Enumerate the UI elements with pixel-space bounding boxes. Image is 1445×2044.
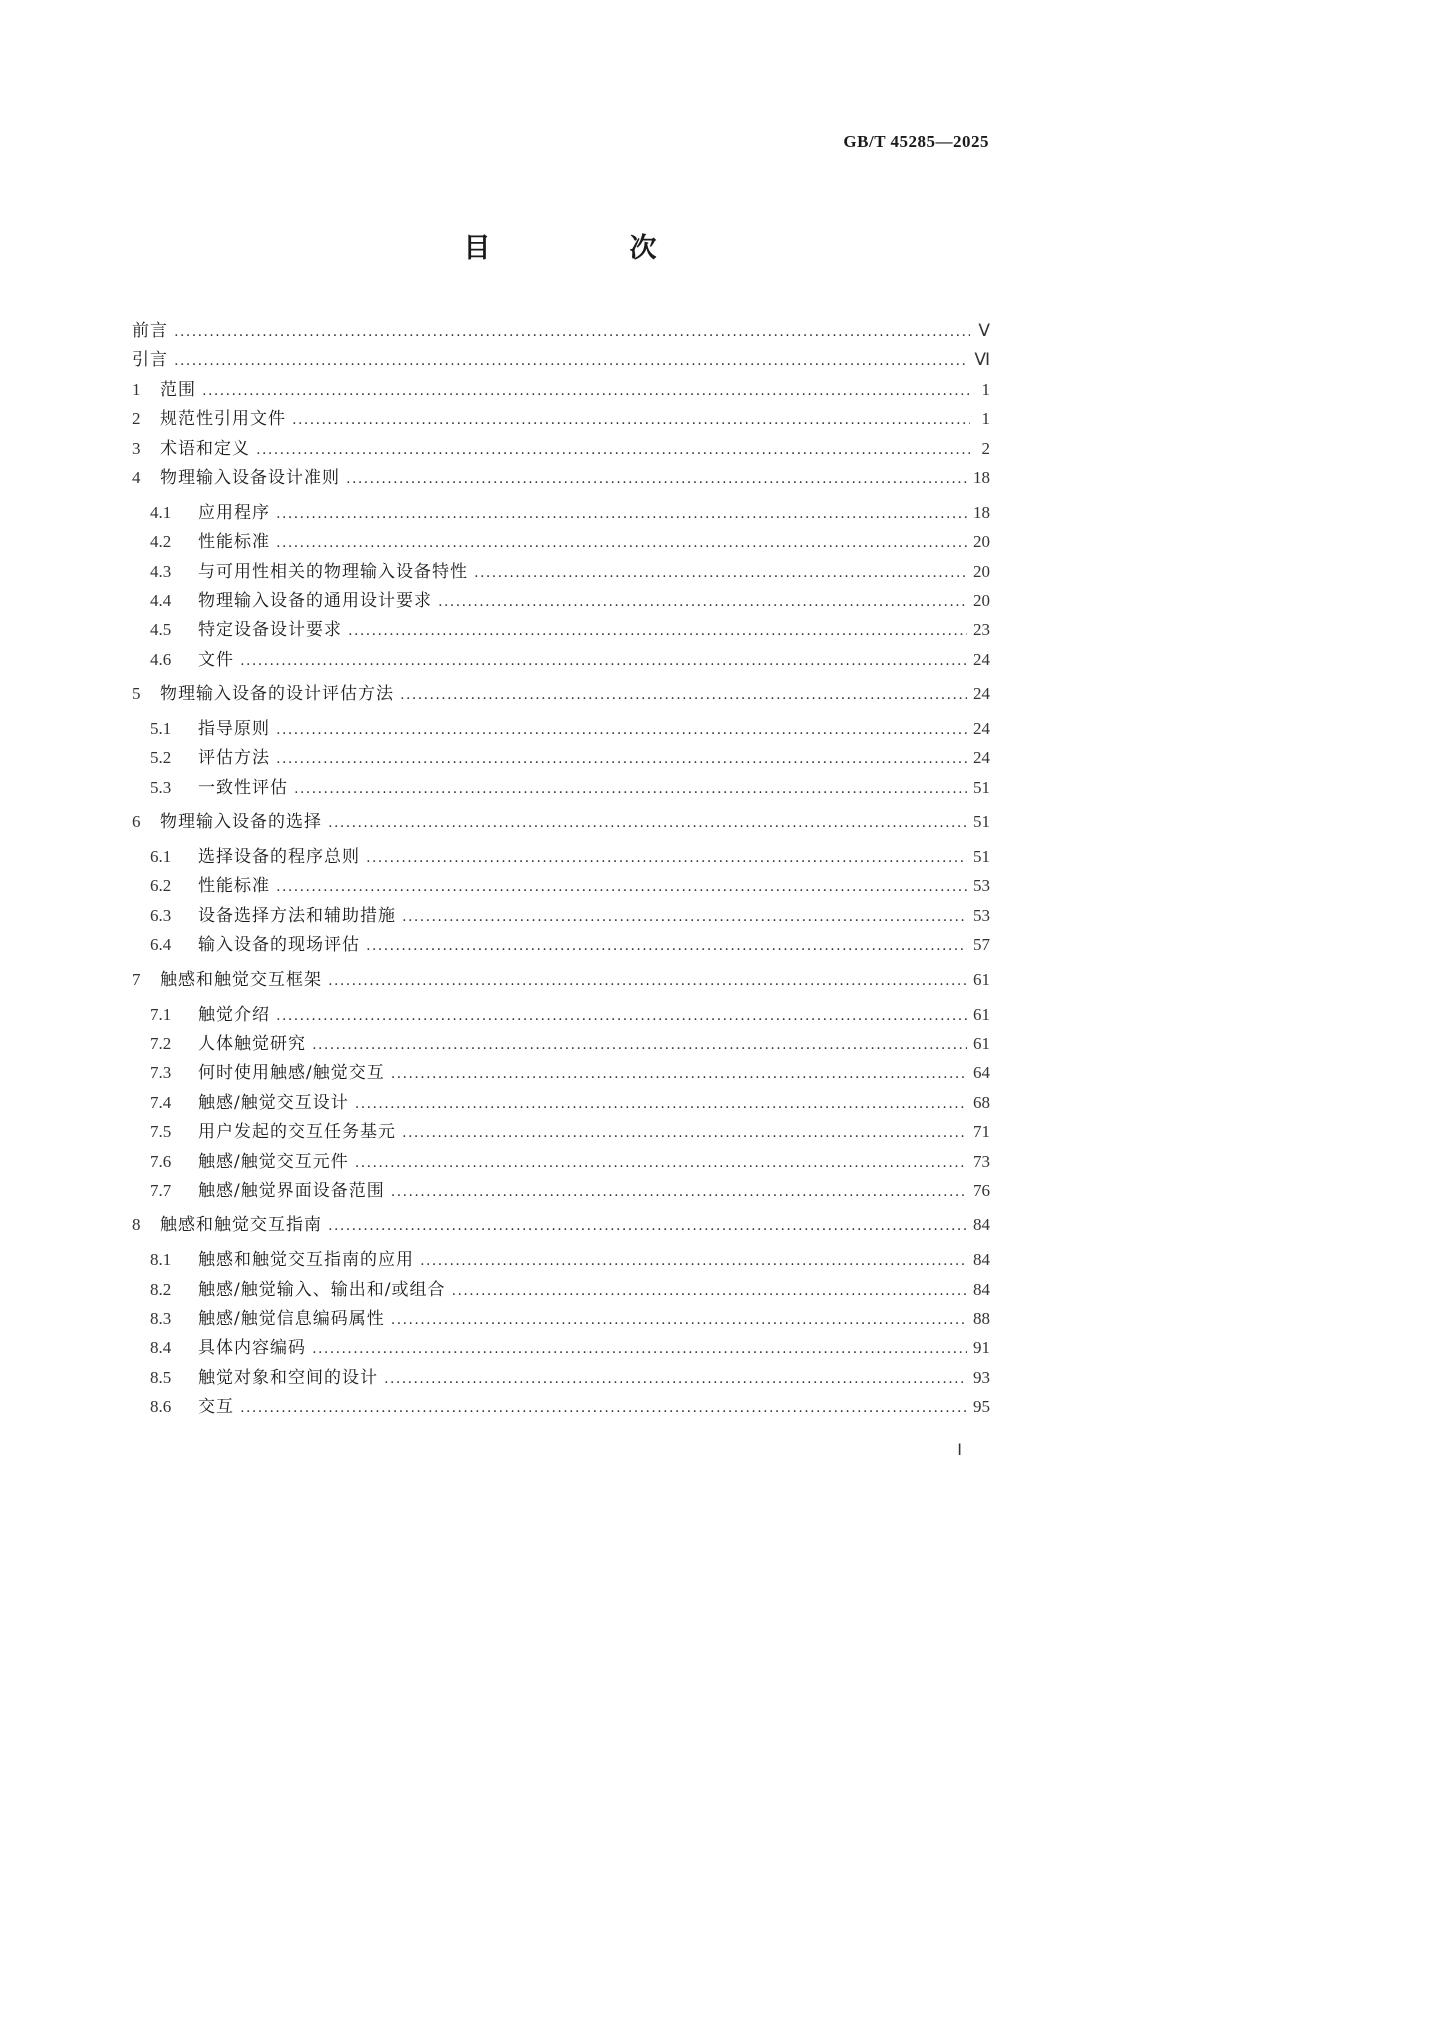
toc-entry [132,527,990,556]
dot-leader [240,653,967,669]
dot-leader [355,1096,967,1112]
dot-leader [391,1066,967,1082]
dot-leader [366,850,967,866]
toc-entry-number: 7.7 [150,1180,172,1200]
toc-entry-number: 4.6 [150,649,172,669]
toc-entry [132,930,990,965]
dot-leader [348,623,967,639]
toc-entry [132,1245,990,1274]
toc-entry [132,1117,990,1146]
dot-leader [276,879,967,895]
toc-entry [132,1363,990,1392]
toc-entry-label: 触感/触觉信息编码属性 [198,1308,385,1329]
toc-entry-number: 8.5 [150,1367,172,1387]
toc-entry-number: 4 [132,467,141,487]
toc-entry-number: 6 [132,812,141,832]
toc-entry-page: 71 [973,1122,990,1142]
toc-entry-number: 8.2 [150,1279,172,1299]
toc-entry-page: 95 [973,1397,990,1417]
toc-entry-label: 具体内容编码 [198,1338,306,1359]
toc-entry-label: 触感和触觉交互指南的应用 [198,1250,414,1271]
toc-entry-label: 性能标准 [198,876,270,897]
toc-entry [132,615,990,644]
dot-leader [276,506,967,522]
dot-leader [174,324,970,340]
toc-entry-number: 7.1 [150,1004,172,1024]
toc-entry-label: 触感和触觉交互框架 [160,969,322,990]
toc-entry-number: 5.2 [150,748,172,768]
toc-entry-number: 4.2 [150,532,172,552]
dot-leader [384,1371,967,1387]
toc-entry-label: 引言 [132,350,168,371]
toc-entry-label: 物理输入设备设计准则 [160,467,340,488]
toc-entry-page: 93 [973,1367,990,1387]
toc-entry-label: 设备选择方法和辅助措施 [198,905,396,926]
toc-entry-page: 24 [973,684,990,704]
dot-leader [391,1312,967,1328]
dot-leader [328,1218,967,1234]
dot-leader [276,751,967,767]
toc-entry [132,842,990,871]
dot-leader [474,565,967,581]
toc-entry-page: 76 [973,1180,990,1200]
toc-entry [132,463,990,498]
toc-entry-number: 7.6 [150,1151,172,1171]
toc-entry-label: 何时使用触感/触觉交互 [198,1063,385,1084]
toc-entry [132,1304,990,1333]
toc-entry-number: 6.2 [150,876,172,896]
toc-entry-label: 指导原则 [198,719,270,739]
toc-entry [132,743,990,772]
toc-entry-number: 8.1 [150,1250,172,1270]
toc-entry [132,871,990,900]
dot-leader [438,594,967,610]
toc-entry-label: 触感/触觉交互设计 [198,1092,349,1113]
toc-entry-page: 51 [973,812,990,832]
dot-leader [312,1037,967,1053]
toc-entry-number: 4.3 [150,561,172,581]
toc-entry-page: Ⅴ [978,321,990,340]
toc-entry-page: 91 [973,1338,990,1358]
toc-entry [132,773,990,808]
toc-entry-number: 4.5 [150,620,172,640]
dot-leader [402,909,967,925]
dot-leader [276,535,967,551]
table-of-contents [132,316,990,1422]
toc-entry-number: 8.3 [150,1308,172,1328]
toc-entry [132,557,990,586]
toc-entry-page: 24 [973,649,990,669]
toc-entry-number: 7 [132,969,141,989]
toc-entry [132,345,990,374]
toc-entry-label: 触觉对象和空间的设计 [198,1367,378,1388]
toc-entry-page: 84 [973,1279,990,1299]
toc-entry [132,1210,990,1245]
toc-entry-label: 规范性引用文件 [160,409,286,430]
toc-entry-page: 61 [973,1033,990,1053]
toc-entry-number: 4.1 [150,502,172,522]
toc-entry-number: 8 [132,1215,141,1235]
toc-entry [132,1176,990,1211]
toc-entry-page: Ⅵ [974,350,990,370]
toc-entry [132,375,990,404]
toc-entry-label: 性能标准 [198,532,270,553]
toc-entry [132,404,990,433]
dot-leader [202,383,970,399]
toc-entry [132,1333,990,1362]
toc-entry-number: 4.4 [150,590,172,610]
toc-entry [132,965,990,1000]
toc-entry-label: 用户发起的交互任务基元 [198,1122,396,1143]
toc-entry-label: 人体触觉研究 [198,1033,306,1054]
toc-entry-page: 23 [973,620,990,640]
toc-entry-label: 触感和触觉交互指南 [160,1215,322,1236]
dot-leader [276,722,967,738]
toc-entry-number: 8.4 [150,1338,172,1358]
toc-entry-number: 5.1 [150,719,172,738]
toc-entry-label: 触觉介绍 [198,1004,270,1025]
page-title: 目 次 [463,233,713,264]
toc-entry [132,645,990,680]
toc-entry-page: 51 [973,777,990,797]
toc-entry [132,1088,990,1117]
toc-entry-page: 24 [973,719,990,738]
toc-entry-page: 73 [973,1151,990,1171]
toc-entry-page: 18 [973,467,990,487]
standard-number: GB/T 45285—2025 [843,132,989,151]
toc-entry-label: 物理输入设备的选择 [160,812,322,833]
toc-entry-label: 评估方法 [198,748,270,769]
dot-leader [256,442,970,458]
dot-leader [451,1283,967,1299]
toc-entry [132,714,990,743]
toc-entry-page: 61 [973,969,990,989]
toc-entry-number: 7.2 [150,1033,172,1053]
toc-entry-page: 20 [973,590,990,610]
dot-leader [174,353,968,369]
toc-entry-page: 53 [973,905,990,925]
toc-entry [132,679,990,714]
toc-entry-page: 20 [973,561,990,581]
toc-entry-page: 20 [973,532,990,552]
toc-entry [132,316,990,345]
toc-entry-page: 24 [973,748,990,768]
toc-entry [132,1392,990,1421]
dot-leader [346,471,967,487]
dot-leader [328,973,967,989]
toc-entry [132,1147,990,1176]
dot-leader [420,1253,967,1269]
toc-entry-number: 5.3 [150,777,172,797]
toc-entry-page: 18 [973,502,990,522]
toc-entry-number: 3 [132,438,141,458]
toc-entry-label: 术语和定义 [160,438,250,459]
toc-entry-number: 1 [132,379,141,399]
dot-leader [355,1155,967,1171]
toc-entry [132,586,990,615]
toc-entry-label: 物理输入设备的通用设计要求 [198,590,432,611]
toc-entry-label: 前言 [132,321,168,341]
dot-leader [391,1184,967,1200]
toc-entry [132,1000,990,1029]
dot-leader [240,1400,967,1416]
toc-entry-number: 7.5 [150,1122,172,1142]
toc-entry [132,498,990,527]
toc-entry-number: 2 [132,409,141,429]
dot-leader [312,1341,967,1357]
toc-entry [132,807,990,842]
dot-leader [402,1125,967,1141]
dot-leader [328,815,967,831]
toc-entry-label: 一致性评估 [198,777,288,798]
toc-entry-page: 53 [973,876,990,896]
toc-entry-label: 与可用性相关的物理输入设备特性 [198,561,468,582]
toc-entry-label: 范围 [160,379,196,400]
toc-entry-page: 1 [981,409,990,429]
toc-entry-page: 51 [973,847,990,867]
toc-entry-label: 物理输入设备的设计评估方法 [160,684,394,705]
toc-entry [132,434,990,463]
toc-entry-number: 7.4 [150,1092,172,1112]
toc-entry-label: 交互 [198,1397,234,1418]
toc-entry-label: 文件 [198,649,234,670]
toc-entry-label: 应用程序 [198,502,270,523]
toc-entry [132,1029,990,1058]
toc-entry-page: 84 [973,1215,990,1235]
toc-entry-page: 1 [981,379,990,399]
dot-leader [276,1008,967,1024]
dot-leader [400,687,967,703]
page-number: Ⅰ [957,1442,962,1459]
toc-entry-page: 68 [973,1092,990,1112]
toc-entry-number: 5 [132,684,141,704]
toc-entry-number: 8.6 [150,1397,172,1417]
toc-entry [132,1275,990,1304]
toc-entry-page: 61 [973,1004,990,1024]
toc-entry-label: 触感/触觉输入、输出和/或组合 [198,1279,446,1300]
toc-entry-page: 57 [973,935,990,955]
dot-leader [292,412,970,428]
toc-entry [132,901,990,930]
toc-entry-number: 6.4 [150,935,172,955]
toc-entry-page: 64 [973,1063,990,1083]
toc-entry-number: 7.3 [150,1063,172,1083]
toc-entry-label: 选择设备的程序总则 [198,847,360,868]
toc-entry-page: 84 [973,1250,990,1270]
toc-entry-label: 触感/触觉交互元件 [198,1151,349,1172]
toc-entry-label: 特定设备设计要求 [198,620,342,641]
toc-entry-number: 6.1 [150,847,172,867]
dot-leader [294,781,967,797]
toc-entry-page: 2 [981,438,990,458]
toc-entry [132,1058,990,1087]
toc-entry-number: 6.3 [150,905,172,925]
toc-entry-page: 88 [973,1308,990,1328]
toc-entry-label: 触感/触觉界面设备范围 [198,1180,385,1201]
dot-leader [366,938,967,954]
toc-entry-label: 输入设备的现场评估 [198,935,360,956]
